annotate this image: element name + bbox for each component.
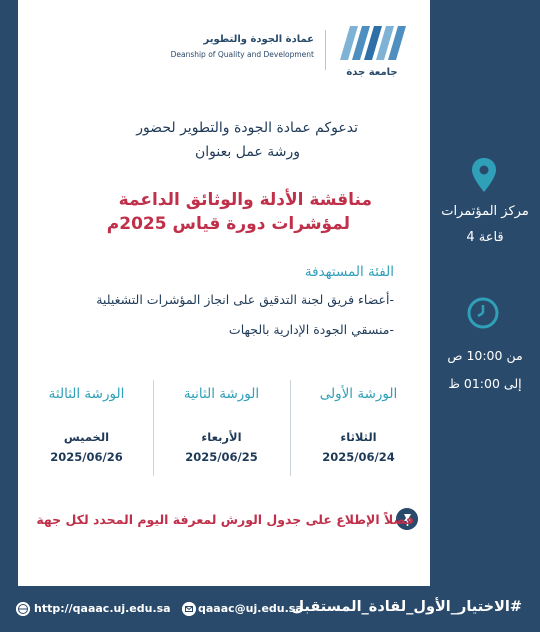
- target-audience-item: -منسقي الجودة الإدارية بالجهات: [228, 322, 394, 337]
- deanship-name-ar: عمادة الجودة والتطوير: [203, 34, 314, 45]
- workshop-day: الأربعاء: [201, 430, 242, 444]
- logo-text: جامعة جدة: [346, 67, 398, 78]
- footer-bar: [0, 586, 540, 632]
- location-pin-icon: [472, 158, 496, 192]
- university-logo: [336, 20, 408, 82]
- venue-name: مركز المؤتمرات: [441, 204, 529, 219]
- workshop-first: [290, 380, 427, 480]
- header: [18, 14, 430, 84]
- globe-icon: [16, 602, 30, 616]
- end-time: إلى 01:00 ظ: [448, 376, 522, 391]
- workshop-title-line-1: مناقشة الأدلة والوثائق الداعمة: [118, 190, 372, 210]
- info-sidebar: [430, 0, 540, 586]
- divider: [290, 380, 291, 476]
- workshop-date: 2025/06/25: [185, 450, 258, 464]
- invitation-line-2: ورشة عمل بعنوان: [195, 144, 300, 160]
- deanship-name-en: Deanship of Quality and Development: [170, 50, 314, 59]
- workshop-day: الثلاثاء: [340, 430, 377, 444]
- poster-card: [18, 0, 430, 586]
- start-time: من 10:00 ص: [447, 348, 523, 363]
- hashtag: #الاختيار_الأول_لقادة_المستقبل: [291, 599, 522, 615]
- email-link[interactable]: qaaac@uj.edu.sa: [198, 602, 303, 615]
- target-audience-item: -أعضاء فريق لجنة التدقيق على انجاز المؤشرات التشغيلية: [96, 292, 394, 307]
- clock-icon: [467, 297, 499, 329]
- workshop-name: الورشة الثانية: [183, 386, 260, 402]
- workshop-second: [153, 380, 290, 480]
- venue-room: قاعة 4: [466, 230, 504, 245]
- email-icon: [182, 602, 196, 616]
- workshop-name: الورشة الأولى: [319, 386, 398, 402]
- invitation-line-1: تدعوكم عمادة الجودة والتطوير لحضور: [136, 120, 358, 136]
- workshop-date: 2025/06/24: [322, 450, 395, 464]
- workshop-date: 2025/06/26: [50, 450, 123, 464]
- workshop-title-line-2: لمؤشرات دورة قياس 2025م: [106, 214, 350, 234]
- website-link[interactable]: http://qaaac.uj.edu.sa: [34, 602, 171, 615]
- workshop-day: الخميس: [63, 430, 110, 444]
- workshop-third: [18, 380, 155, 480]
- workshop-schedule: [18, 380, 430, 480]
- target-audience-heading: الفئة المستهدفة: [304, 264, 394, 280]
- logo-divider: [325, 30, 326, 70]
- schedule-note: فضلاً الإطلاع على جدول الورش لمعرفة اليوم المحدد لكل جهة: [36, 512, 414, 527]
- workshop-name: الورشة الثالثة: [48, 386, 125, 402]
